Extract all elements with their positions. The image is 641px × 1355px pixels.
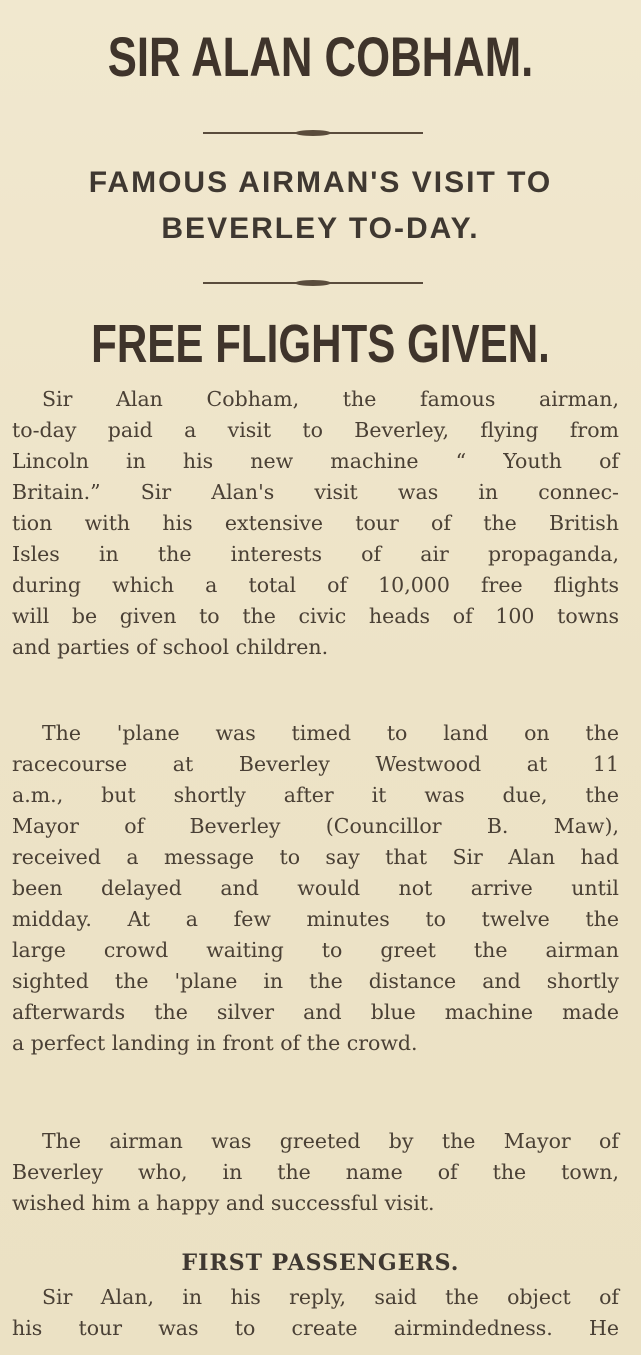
text-line: Sir Alan, in his reply, said the object of (42, 1285, 619, 1309)
text-line: and parties of school children. (12, 635, 329, 659)
text-line: will be given to the civic heads of 100 towns (12, 604, 619, 628)
text-line: sighted the 'plane in the distance and shortly (12, 969, 619, 993)
text-line: Isles in the interests of air propaganda, (12, 542, 619, 566)
text-line: during which a total of 10,000 free flights (12, 573, 619, 597)
text-line: Lincoln in his new machine “ Youth of (12, 449, 619, 473)
text-line: a perfect landing in front of the crowd. (12, 1031, 418, 1055)
text-line: Beverley who, in the name of the town, (12, 1160, 619, 1184)
text-line: Mayor of Beverley (Councillor B. Maw), (12, 814, 619, 838)
paragraph-4 (12, 1282, 619, 1344)
paragraph-1 (12, 384, 619, 663)
text-line: large crowd waiting to greet the airman (12, 938, 619, 962)
text-line: Britain.” Sir Alan's visit was in connec- (12, 480, 619, 504)
text-line: been delayed and would not arrive until (12, 876, 619, 900)
text-line: afterwards the silver and blue machine made (12, 1000, 619, 1024)
paragraph-3 (12, 1126, 619, 1219)
ornamental-rule (203, 276, 423, 290)
text-line: midday. At a few minutes to twelve the (12, 907, 619, 931)
text-line: to-day paid a visit to Beverley, flying from (12, 418, 619, 442)
text-line: The 'plane was timed to land on the (42, 721, 619, 745)
text-line: racecourse at Beverley Westwood at 11 (12, 752, 619, 776)
subheadline-line-2: BEVERLEY TO-DAY. (161, 212, 480, 245)
second-headline: FREE FLIGHTS GIVEN. (91, 314, 550, 374)
text-line: wished him a happy and successful visit. (12, 1191, 435, 1215)
headline: SIR ALAN COBHAM. (107, 25, 534, 88)
text-line: tion with his extensive tour of the British (12, 511, 619, 535)
paragraph-2 (12, 718, 619, 1059)
section-heading: FIRST PASSENGERS. (181, 1250, 460, 1276)
text-line: Sir Alan Cobham, the famous airman, (42, 387, 619, 411)
subheadline-line-1: FAMOUS AIRMAN'S VISIT TO (88, 166, 553, 199)
text-line: The airman was greeted by the Mayor of (42, 1129, 619, 1153)
ornamental-rule (203, 126, 423, 140)
text-line: his tour was to create airmindedness. He (12, 1316, 619, 1340)
text-line: received a message to say that Sir Alan had (12, 845, 619, 869)
text-line: a.m., but shortly after it was due, the (12, 783, 619, 807)
